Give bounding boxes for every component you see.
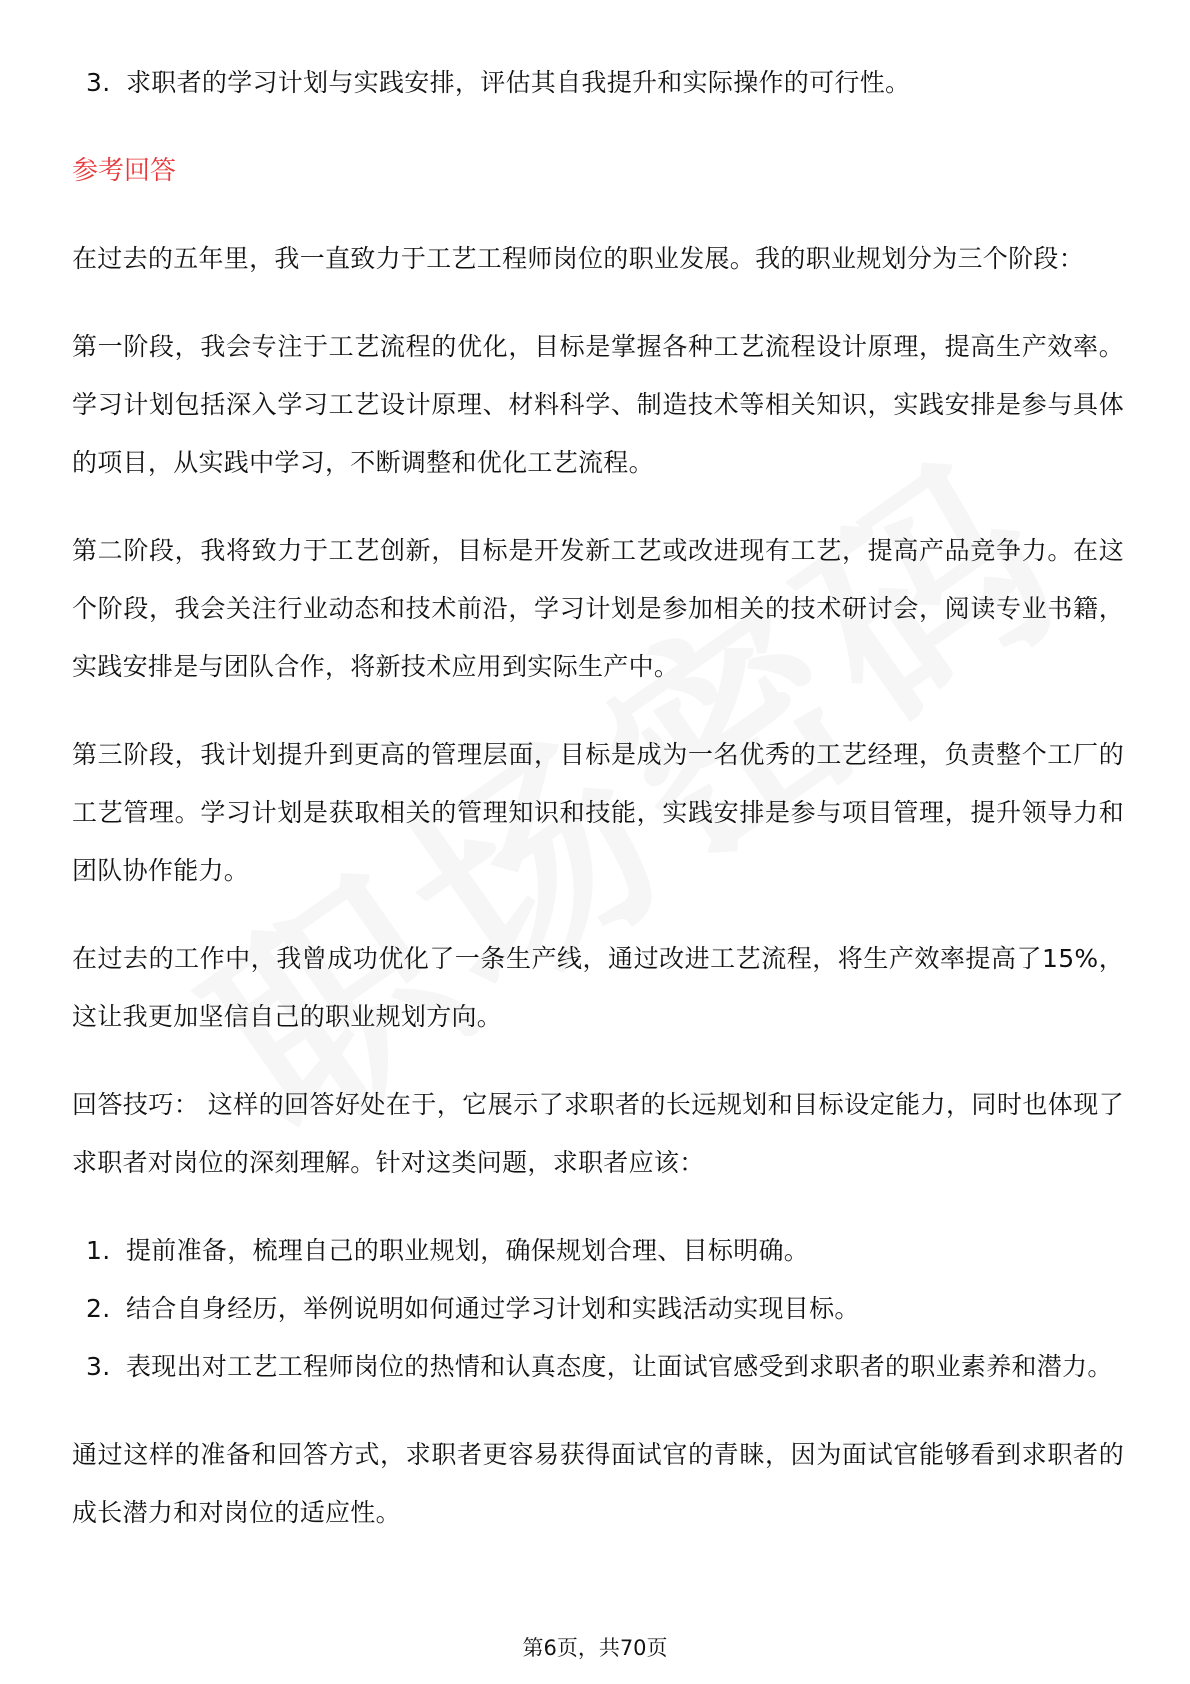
page-number: 第6页，共70页 (522, 1636, 668, 1660)
paragraph-stage-one: 第一阶段，我会专注于工艺流程的优化，目标是掌握各种工艺流程设计原理，提高生产效率。学习计划包括深入学习工艺设计原理、材料科学、制造技术等相关知识，实践安排是参与具体的项目，从实践中学习，不断调整和优化工艺流程。 (72, 332, 1124, 477)
list-item-number: 3. (86, 68, 111, 97)
list-item-text: 求职者的学习计划与实践安排，评估其自我提升和实际操作的可行性。 (126, 68, 911, 97)
page-content (72, 54, 1124, 1572)
paragraph-stage-three: 第三阶段，我计划提升到更高的管理层面，目标是成为一名优秀的工艺经理，负责整个工厂的工艺管理。学习计划是获取相关的管理知识和技能，实践安排是参与项目管理，提升领导力和团队协作能力。 (72, 740, 1124, 885)
list-item (72, 1280, 1124, 1338)
list-item (72, 1222, 1124, 1280)
list-item-number: 1. (86, 1236, 111, 1265)
list-item-number: 2. (86, 1294, 111, 1323)
section-heading: 参考回答 (72, 156, 177, 186)
list-item-text: 表现出对工艺工程师岗位的热情和认真态度，让面试官感受到求职者的职业素养和潜力。 (126, 1352, 1113, 1381)
tips-list (72, 1222, 1124, 1396)
list-item (72, 54, 1124, 112)
list-item-text: 结合自身经历，举例说明如何通过学习计划和实践活动实现目标。 (126, 1294, 860, 1323)
paragraph-intro: 在过去的五年里，我一直致力于工艺工程师岗位的职业发展。我的职业规划分为三个阶段： (72, 244, 1085, 273)
list-item-number: 3. (86, 1352, 111, 1381)
paragraph-stage-two: 第二阶段，我将致力于工艺创新，目标是开发新工艺或改进现有工艺，提高产品竞争力。在这个阶段，我会关注行业动态和技术前沿，学习计划是参加相关的技术研讨会，阅读专业书籍，实践安排是与团队合作，将新技术应用到实际生产中。 (72, 536, 1124, 681)
list-item (72, 1338, 1124, 1396)
list-item-text: 提前准备，梳理自己的职业规划，确保规划合理、目标明确。 (126, 1236, 810, 1265)
paragraph-tips: 回答技巧： 这样的回答好处在于，它展示了求职者的长远规划和目标设定能力，同时也体现了求职者对岗位的深刻理解。针对这类问题，求职者应该： (72, 1090, 1124, 1177)
criteria-list (72, 54, 1124, 112)
paragraph-experience: 在过去的工作中，我曾成功优化了一条生产线，通过改进工艺流程，将生产效率提高了15%，这让我更加坚信自己的职业规划方向。 (72, 944, 1124, 1031)
paragraph-closing: 通过这样的准备和回答方式，求职者更容易获得面试官的青睐，因为面试官能够看到求职者的成长潜力和对岗位的适应性。 (72, 1440, 1124, 1527)
